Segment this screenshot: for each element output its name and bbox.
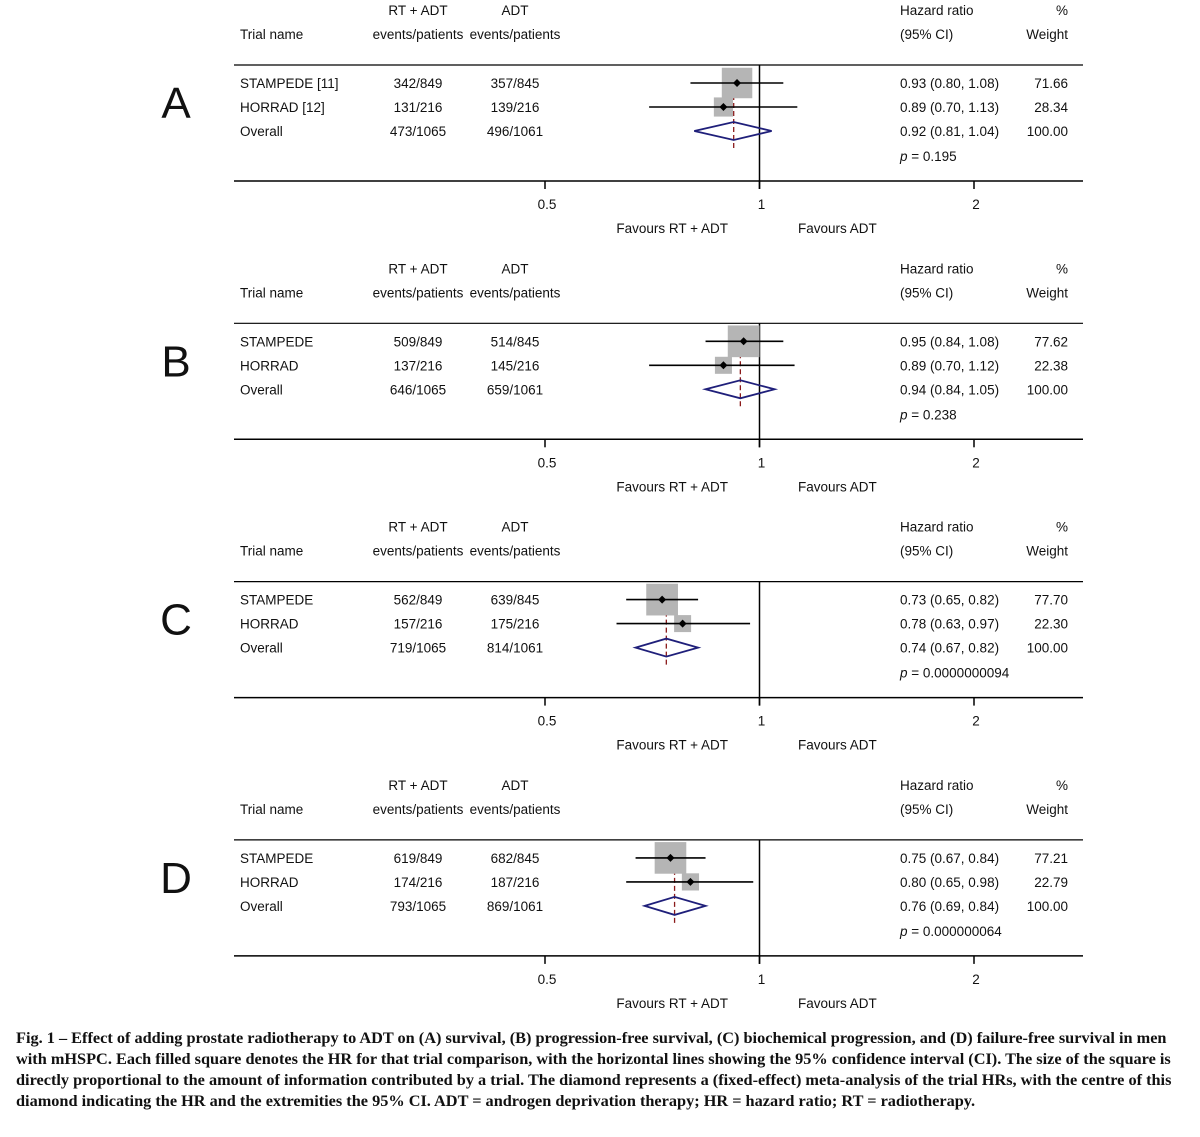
favours-right-label: Favours ADT <box>798 737 877 753</box>
header-rt-events: events/patients <box>372 27 464 42</box>
rt-events: 137/216 <box>393 358 443 374</box>
rt-events: 157/216 <box>393 616 443 632</box>
weight-percent: 22.38 <box>1034 358 1068 374</box>
p-value-number: = 0.238 <box>907 407 957 423</box>
header-weight: Weight <box>1026 27 1068 42</box>
x-tick-label: 2 <box>972 197 980 212</box>
favours-right-label: Favours ADT <box>798 995 877 1011</box>
header-rt-events: events/patients <box>372 801 464 817</box>
header-weight: Weight <box>1026 285 1068 301</box>
header-percent: % <box>1055 3 1068 18</box>
header-trial-name: Trial name <box>240 27 304 42</box>
weight-percent: 100.00 <box>1026 382 1068 398</box>
trial-name: STAMPEDE <box>240 592 314 608</box>
x-tick-label: 1 <box>757 455 766 471</box>
header-adt-events: events/patients <box>469 27 561 42</box>
x-tick-label: 0.5 <box>537 713 557 729</box>
overall-label: Overall <box>240 640 283 656</box>
overall-label: Overall <box>240 382 283 398</box>
adt-events: 639/845 <box>490 592 540 608</box>
x-tick-label: 1 <box>757 971 766 987</box>
overall-label: Overall <box>240 124 283 139</box>
hazard-ratio-ci: 0.73 (0.65, 0.82) <box>900 592 1000 608</box>
x-tick-label: 0.5 <box>537 971 557 987</box>
trial-name: HORRAD <box>240 874 299 890</box>
adt-events: 139/216 <box>490 100 540 115</box>
p-value <box>899 924 1002 939</box>
rt-events: 719/1065 <box>389 640 447 656</box>
hazard-ratio-ci: 0.75 (0.67, 0.84) <box>900 850 1000 866</box>
rt-events: 473/1065 <box>389 124 447 139</box>
rt-events: 562/849 <box>393 592 443 608</box>
favours-right-label: Favours ADT <box>798 221 877 236</box>
panel-letter: C <box>160 595 192 645</box>
p-value-number: = 0.195 <box>907 149 957 164</box>
trial-name: STAMPEDE [11] <box>240 76 339 91</box>
hazard-ratio-ci: 0.95 (0.84, 1.08) <box>900 334 1000 350</box>
x-tick-label: 0.5 <box>537 197 557 212</box>
header-adt: ADT <box>501 777 529 793</box>
hazard-ratio-ci: 0.76 (0.69, 0.84) <box>900 898 1000 914</box>
p-value <box>899 149 957 164</box>
header-adt-events: events/patients <box>469 543 561 559</box>
panel-letter: A <box>161 79 191 128</box>
adt-events: 514/845 <box>490 334 540 350</box>
header-trial-name: Trial name <box>240 801 304 817</box>
favours-left-label: Favours RT + ADT <box>616 737 728 753</box>
adt-events: 357/845 <box>490 76 540 91</box>
weight-percent: 77.21 <box>1034 850 1068 866</box>
adt-events: 187/216 <box>490 874 540 890</box>
trial-name: STAMPEDE <box>240 850 314 866</box>
adt-events: 682/845 <box>490 850 540 866</box>
p-value-number: = 0.000000064 <box>907 923 1002 939</box>
header-adt-events: events/patients <box>469 801 561 817</box>
header-adt-events: events/patients <box>469 285 561 301</box>
favours-left-label: Favours RT + ADT <box>616 995 728 1011</box>
rt-events: 793/1065 <box>389 898 447 914</box>
rt-events: 342/849 <box>393 76 443 91</box>
weight-percent: 77.62 <box>1034 334 1068 350</box>
header-percent: % <box>1055 777 1068 793</box>
header-adt: ADT <box>501 519 529 535</box>
header-weight: Weight <box>1026 801 1068 817</box>
header-ci: (95% CI) <box>900 543 954 559</box>
x-tick-label: 1 <box>757 197 766 212</box>
header-trial-name: Trial name <box>240 285 304 301</box>
header-adt: ADT <box>501 261 529 277</box>
header-hazard-ratio: Hazard ratio <box>900 777 974 793</box>
header-rt-adt: RT + ADT <box>388 261 448 277</box>
header-ci: (95% CI) <box>900 27 954 42</box>
header-rt-events: events/patients <box>372 285 464 301</box>
header-hazard-ratio: Hazard ratio <box>900 3 974 18</box>
hazard-ratio-ci: 0.80 (0.65, 0.98) <box>900 874 1000 890</box>
p-value-label: p <box>900 407 908 423</box>
adt-events: 145/216 <box>490 358 540 374</box>
header-adt: ADT <box>501 3 529 18</box>
trial-name: HORRAD [12] <box>240 100 325 115</box>
overall-label: Overall <box>240 898 283 914</box>
hazard-ratio-ci: 0.94 (0.84, 1.05) <box>900 382 1000 398</box>
adt-events: 659/1061 <box>486 382 544 398</box>
weight-percent: 22.79 <box>1034 874 1068 890</box>
x-tick-label: 0.5 <box>537 455 557 471</box>
favours-right-label: Favours ADT <box>798 479 877 495</box>
rt-events: 619/849 <box>393 850 443 866</box>
weight-percent: 22.30 <box>1034 616 1068 632</box>
rt-events: 509/849 <box>393 334 443 350</box>
hazard-ratio-ci: 0.93 (0.80, 1.08) <box>900 76 1000 91</box>
p-value <box>899 407 957 422</box>
trial-name: HORRAD <box>240 358 299 374</box>
weight-percent: 100.00 <box>1026 898 1068 914</box>
header-ci: (95% CI) <box>900 285 954 301</box>
header-percent: % <box>1055 261 1068 277</box>
hazard-ratio-ci: 0.92 (0.81, 1.04) <box>900 124 1000 139</box>
p-value-label: p <box>900 149 908 164</box>
panel-letter: D <box>160 853 192 903</box>
p-value-label: p <box>900 665 908 681</box>
hazard-ratio-ci: 0.74 (0.67, 0.82) <box>900 640 1000 656</box>
header-rt-adt: RT + ADT <box>388 777 448 793</box>
p-value-label: p <box>900 923 908 939</box>
rt-events: 646/1065 <box>389 382 447 398</box>
header-rt-adt: RT + ADT <box>388 3 448 18</box>
x-tick-label: 2 <box>972 455 980 471</box>
panel-letter: B <box>161 337 191 387</box>
header-rt-adt: RT + ADT <box>388 519 448 535</box>
adt-events: 175/216 <box>490 616 540 632</box>
weight-percent: 71.66 <box>1034 76 1068 91</box>
hazard-ratio-ci: 0.89 (0.70, 1.13) <box>900 100 1000 115</box>
hazard-ratio-ci: 0.78 (0.63, 0.97) <box>900 616 1000 632</box>
figure-caption: Fig. 1 – Effect of adding prostate radiotherapy to ADT on (A) survival, (B) progression-free survival, (C) biochemical progression, and (D) failure-free survival in men with mHSPC. Each filled square denotes the HR for that trial comparison, with the horizontal lines showing the 95% confidence interval (CI). The size of the square is directly proportional to the amount of information contributed by a trial. The diamond represents a (fixed-effect) meta-analysis of the trial HRs, with the centre of this diamond indicating the HR and the extremities the 95% CI. ADT = androgen deprivation therapy; HR = hazard ratio; RT = radiotherapy. <box>16 1028 1172 1110</box>
weight-percent: 100.00 <box>1026 124 1068 139</box>
adt-events: 814/1061 <box>486 640 544 656</box>
p-value-number: = 0.0000000094 <box>907 665 1010 681</box>
x-tick-label: 2 <box>972 713 980 729</box>
header-hazard-ratio: Hazard ratio <box>900 261 974 277</box>
adt-events: 869/1061 <box>486 898 544 914</box>
x-tick-label: 2 <box>972 971 980 987</box>
rt-events: 131/216 <box>393 100 443 115</box>
header-hazard-ratio: Hazard ratio <box>900 519 974 535</box>
weight-percent: 77.70 <box>1034 592 1068 608</box>
p-value <box>899 666 1010 681</box>
header-percent: % <box>1055 519 1068 535</box>
header-trial-name: Trial name <box>240 543 304 559</box>
trial-name: STAMPEDE <box>240 334 314 350</box>
header-weight: Weight <box>1026 543 1068 559</box>
x-tick-label: 1 <box>757 713 766 729</box>
weight-percent: 100.00 <box>1026 640 1068 656</box>
weight-percent: 28.34 <box>1034 100 1068 115</box>
header-ci: (95% CI) <box>900 801 954 817</box>
adt-events: 496/1061 <box>486 124 544 139</box>
favours-left-label: Favours RT + ADT <box>616 221 728 236</box>
rt-events: 174/216 <box>393 874 443 890</box>
favours-left-label: Favours RT + ADT <box>616 479 728 495</box>
hazard-ratio-ci: 0.89 (0.70, 1.12) <box>900 358 1000 374</box>
trial-name: HORRAD <box>240 616 299 632</box>
header-rt-events: events/patients <box>372 543 464 559</box>
